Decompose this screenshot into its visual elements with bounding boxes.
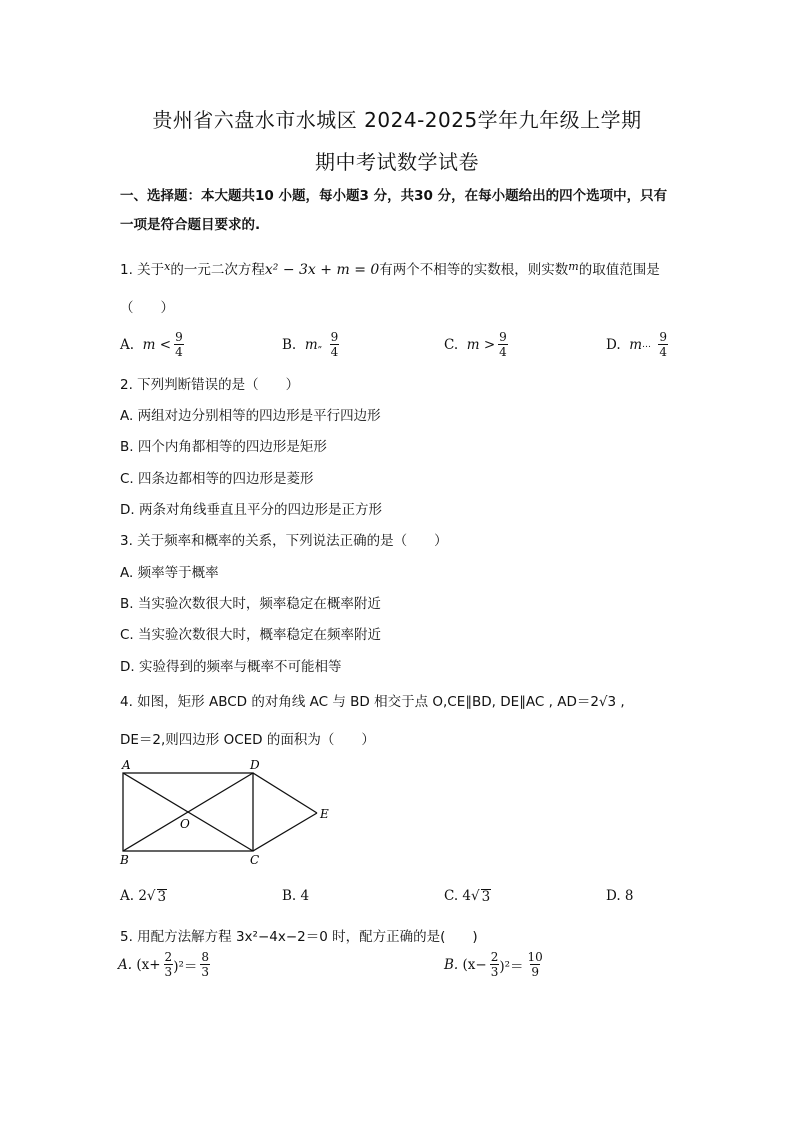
fraction-num: 2: [490, 950, 499, 964]
q3-option-a[interactable]: A. 频率等于概率: [120, 565, 219, 581]
fraction-den: 4: [175, 345, 183, 359]
fraction-den: 3: [201, 965, 210, 979]
question-2-stem: 2. 下列判断错误的是（ ）: [120, 377, 300, 393]
sqrt-sign: √: [146, 888, 156, 904]
segment-ce: [253, 813, 317, 851]
option-fraction: [164, 950, 174, 979]
question-3-stem: 3. 关于频率和概率的关系，下列说法正确的是（ ）: [120, 533, 448, 549]
fraction-den: 4: [330, 345, 339, 359]
option-label: B. 4: [282, 888, 310, 904]
q1-var-x: x: [164, 260, 171, 273]
fraction-num: 9: [659, 330, 667, 344]
label-a: A: [122, 758, 131, 772]
q1-text-tail: 的取值范围是: [578, 262, 660, 278]
option-lhs: m: [142, 336, 156, 353]
page-title-line2: 期中考试数学试卷: [315, 150, 479, 174]
fraction-den: 3: [490, 965, 499, 979]
q4-option-c[interactable]: [444, 888, 491, 904]
q1-text-pre: 1. 关于: [120, 262, 165, 278]
option-label: A.: [120, 336, 135, 353]
option-rel: …: [642, 339, 652, 350]
q4-option-b[interactable]: [282, 888, 309, 904]
fraction-num: 9: [499, 330, 507, 344]
segment-de: [253, 773, 317, 813]
option-fraction: [330, 330, 340, 359]
label-b: B: [120, 853, 129, 865]
fraction-num: 2: [164, 950, 173, 964]
q1-var-m: m: [568, 260, 579, 273]
q1-equation: x² − 3x + m = 0: [264, 262, 380, 278]
fraction-den: 9: [531, 965, 539, 979]
question-1-stem: [120, 258, 660, 278]
q5-option-a[interactable]: [118, 950, 210, 979]
q1-option-c[interactable]: [444, 330, 508, 359]
q5-option-b[interactable]: [444, 950, 544, 979]
q3-option-d[interactable]: D. 实验得到的频率与概率不可能相等: [120, 659, 342, 675]
fraction-num: 10: [527, 950, 543, 964]
option-fraction: [490, 950, 500, 979]
option-rel: „: [317, 339, 323, 350]
option-label: A.: [118, 956, 133, 973]
q3-option-c[interactable]: C. 当实验次数很大时，概率稳定在频率附近: [120, 627, 382, 643]
label-c: C: [250, 853, 260, 865]
radicand: 3: [481, 888, 491, 905]
result-fraction: [527, 950, 544, 979]
option-label: B.: [282, 336, 297, 353]
option-lhs: m: [304, 336, 318, 353]
option-pre: (x−: [462, 956, 487, 973]
option-label: A. 2: [120, 888, 147, 904]
page-title-line1: 贵州省六盘水市水城区 2024-2025学年九年级上学期: [152, 108, 642, 132]
q1-text-mid: 的一元二次方程: [170, 262, 265, 278]
option-post: )²＝: [173, 958, 198, 975]
q2-option-c[interactable]: C. 四条边都相等的四边形是菱形: [120, 471, 314, 487]
option-fraction: [174, 330, 184, 359]
option-rel: >: [483, 336, 496, 353]
fraction-num: 8: [201, 950, 210, 964]
question-1-paren: （ ）: [120, 300, 174, 316]
option-label: C. 4: [444, 888, 472, 904]
label-e: E: [320, 807, 329, 821]
option-pre: (x+: [136, 956, 161, 973]
fraction-den: 4: [499, 345, 507, 359]
q1-option-b[interactable]: [282, 330, 339, 359]
option-label: C.: [444, 336, 459, 353]
rectangle-figure: [110, 755, 350, 865]
option-fraction: [658, 330, 668, 359]
fraction-den: 4: [659, 345, 667, 359]
label-o: O: [180, 817, 190, 831]
sqrt-sign: √: [471, 888, 480, 904]
option-rel: <: [159, 336, 172, 353]
question-4-line2: DE＝2,则四边形 OCED 的面积为（ ）: [120, 732, 375, 748]
q2-option-b[interactable]: B. 四个内角都相等的四边形是矩形: [120, 439, 327, 455]
fraction-den: 3: [164, 965, 173, 979]
radicand: 3: [157, 888, 167, 905]
label-d: D: [250, 758, 260, 772]
q4-option-d[interactable]: [606, 888, 634, 904]
q2-option-a[interactable]: A. 两组对边分别相等的四边形是平行四边形: [120, 408, 381, 424]
option-label: D.: [606, 336, 621, 353]
q3-option-b[interactable]: B. 当实验次数很大时，频率稳定在概率附近: [120, 596, 381, 612]
q1-text-post: 有两个不相等的实数根，则实数: [379, 262, 569, 278]
section-heading: 一、选择题：本大题共10 小题，每小题3 分，共30 分，在每小题给出的四个选项中，只有一项是符合题目要求的.: [120, 188, 668, 233]
question-5-stem: 5. 用配方法解方程 3x²−4x−2＝0 时，配方正确的是( ): [120, 929, 478, 945]
option-label: B.: [444, 956, 459, 973]
option-lhs: m: [466, 336, 480, 353]
result-fraction: [200, 950, 210, 979]
option-post: )²＝: [499, 958, 524, 975]
q1-option-a[interactable]: [120, 330, 184, 359]
q1-option-d[interactable]: [606, 330, 668, 359]
fraction-num: 9: [175, 330, 183, 344]
question-4-line1: 4. 如图，矩形 ABCD 的对角线 AC 与 BD 相交于点 O,CE∥BD, DE∥AC , AD＝2√3 ,: [120, 694, 625, 710]
q2-option-d[interactable]: D. 两条对角线垂直且平分的四边形是正方形: [120, 502, 382, 518]
option-lhs: m: [629, 336, 643, 353]
fraction-num: 9: [330, 330, 339, 344]
option-fraction: [498, 330, 508, 359]
option-label: D. 8: [606, 888, 634, 904]
q4-option-a[interactable]: [120, 888, 167, 904]
